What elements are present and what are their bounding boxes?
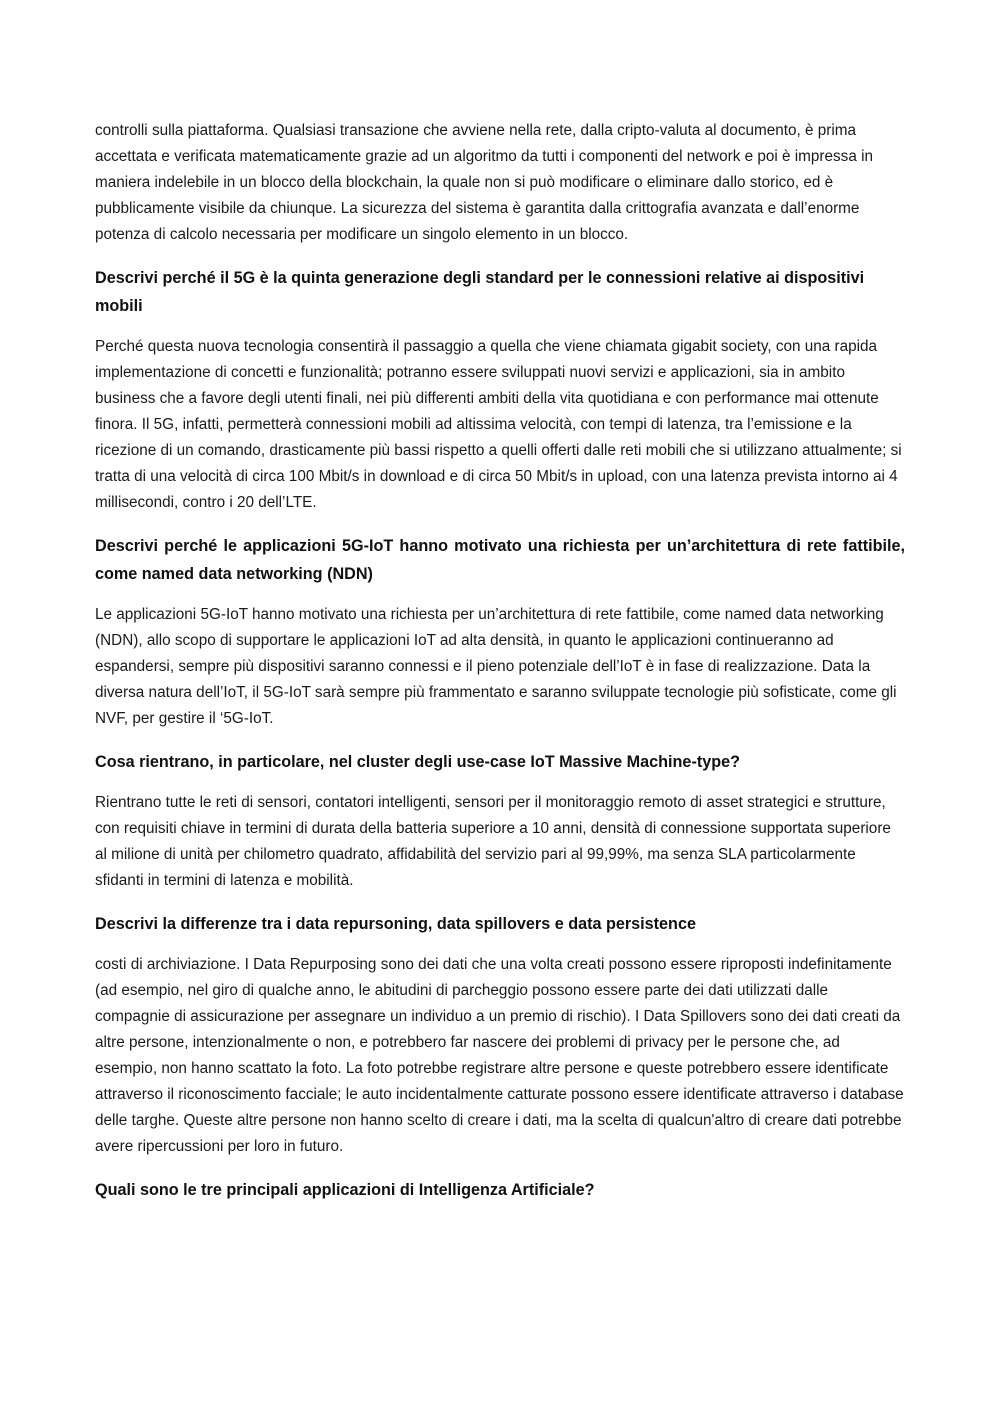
question-heading-ai-applications: Quali sono le tre principali applicazioni di Intelligenza Artificiale? <box>95 1181 595 1199</box>
question-heading-data-repurposing: Descrivi la differenze tra i data repursoning, data spillovers e data persistence <box>95 915 696 933</box>
answer-paragraph-massive-machine-type: Rientrano tutte le reti di sensori, contatori intelligenti, sensori per il monitoraggio remoto di asset strategici e strutture, con requisiti chiave in termini di durata della batteria superiore a 10 anni, densità di connessione supportata superiore al milione di unità per chilometro quadrato, affidabilità del servizio pari al 99,99%, ma senza SLA particolarmente sfidanti in termini di latenza e mobilità. <box>95 794 891 889</box>
answer-paragraph-5g: Perché questa nuova tecnologia consentirà il passaggio a quella che viene chiamata gigabit society, con una rapida implementazione di concetti e funzionalità; potranno essere sviluppati nuovi servizi e applicazioni, sia in ambito business che a favore degli utenti finali, nei più differenti ambiti della vita quotidiana e con performance mai ottenute finora. Il 5G, infatti, permetterà connessioni mobili ad altissima velocità, con tempi di latenza, tra l’emissione e la ricezione di un comando, drasticamente più bassi rispetto a quelli offerti dalle reti mobili che si utilizzano attualmente; si tratta di una velocità di circa 100 Mbit/s in download e di circa 50 Mbit/s in upload, con una latenza prevista intorno ai 4 millisecondi, contro i 20 dell’LTE. <box>95 338 902 511</box>
answer-paragraph-data-repurposing: costi di archiviazione. I Data Repurposing sono dei dati che una volta creati possono essere riproposti indefinitamente (ad esempio, nel giro di qualche anno, le abitudini di parcheggio possono essere parte dei dati utilizzati dalle compagnie di assicurazione per assegnare un individuo a un premio di rischio). I Data Spillovers sono dei dati creati da altre persone, intenzionalmente o non, e potrebbero far nascere dei problemi di privacy per le persone che, ad esempio, non hanno scattato la foto. La foto potrebbe registrare altre persone e queste potrebbero essere identificate attraverso il riconoscimento facciale; le auto incidentalmente catturate possono essere identificate attraverso i database delle targhe. Queste altre persone non hanno scelto di creare i dati, ma la scelta di qualcun'altro di creare dati potrebbe avere ripercussioni per loro in futuro. <box>95 956 904 1155</box>
paragraph-blockchain-security: controlli sulla piattaforma. Qualsiasi transazione che avviene nella rete, dalla cripto-valuta al documento, è prima accettata e verificata matematicamente grazie ad un algoritmo da tutti i componenti del network e poi è impressa in maniera indelebile in un blocco della blockchain, la quale non si può modificare o eliminare dallo storico, ed è pubblicamente visibile da chiunque. La sicurezza del sistema è garantita dalla crittografia avanzata e dall’enorme potenza di calcolo necessaria per modificare un singolo elemento in un blocco. <box>95 122 873 243</box>
answer-paragraph-5g-iot-ndn: Le applicazioni 5G-IoT hanno motivato una richiesta per un’architettura di rete fattibile, come named data networking (NDN), allo scopo di supportare le applicazioni IoT ad alta densità, in quanto le applicazioni continueranno ad espandersi, sempre più dispositivi saranno connessi e il pieno potenziale dell’IoT è in fase di realizzazione. Data la diversa natura dell’IoT, il 5G-IoT sarà sempre più frammentato e saranno sviluppate tecnologie più sofisticate, come gli NVF, per gestire il ‘5G-IoT. <box>95 606 897 727</box>
question-heading-5g-iot-ndn: Descrivi perché le applicazioni 5G-IoT hanno motivato una richiesta per un’architettura di rete fattibile, come named data networking (NDN) <box>95 537 905 583</box>
question-heading-5g: Descrivi perché il 5G è la quinta generazione degli standard per le connessioni relative ai dispositivi mobili <box>95 269 865 315</box>
question-heading-massive-machine-type: Cosa rientrano, in particolare, nel cluster degli use-case IoT Massive Machine-type? <box>95 753 741 771</box>
document-page <box>95 118 905 1204</box>
